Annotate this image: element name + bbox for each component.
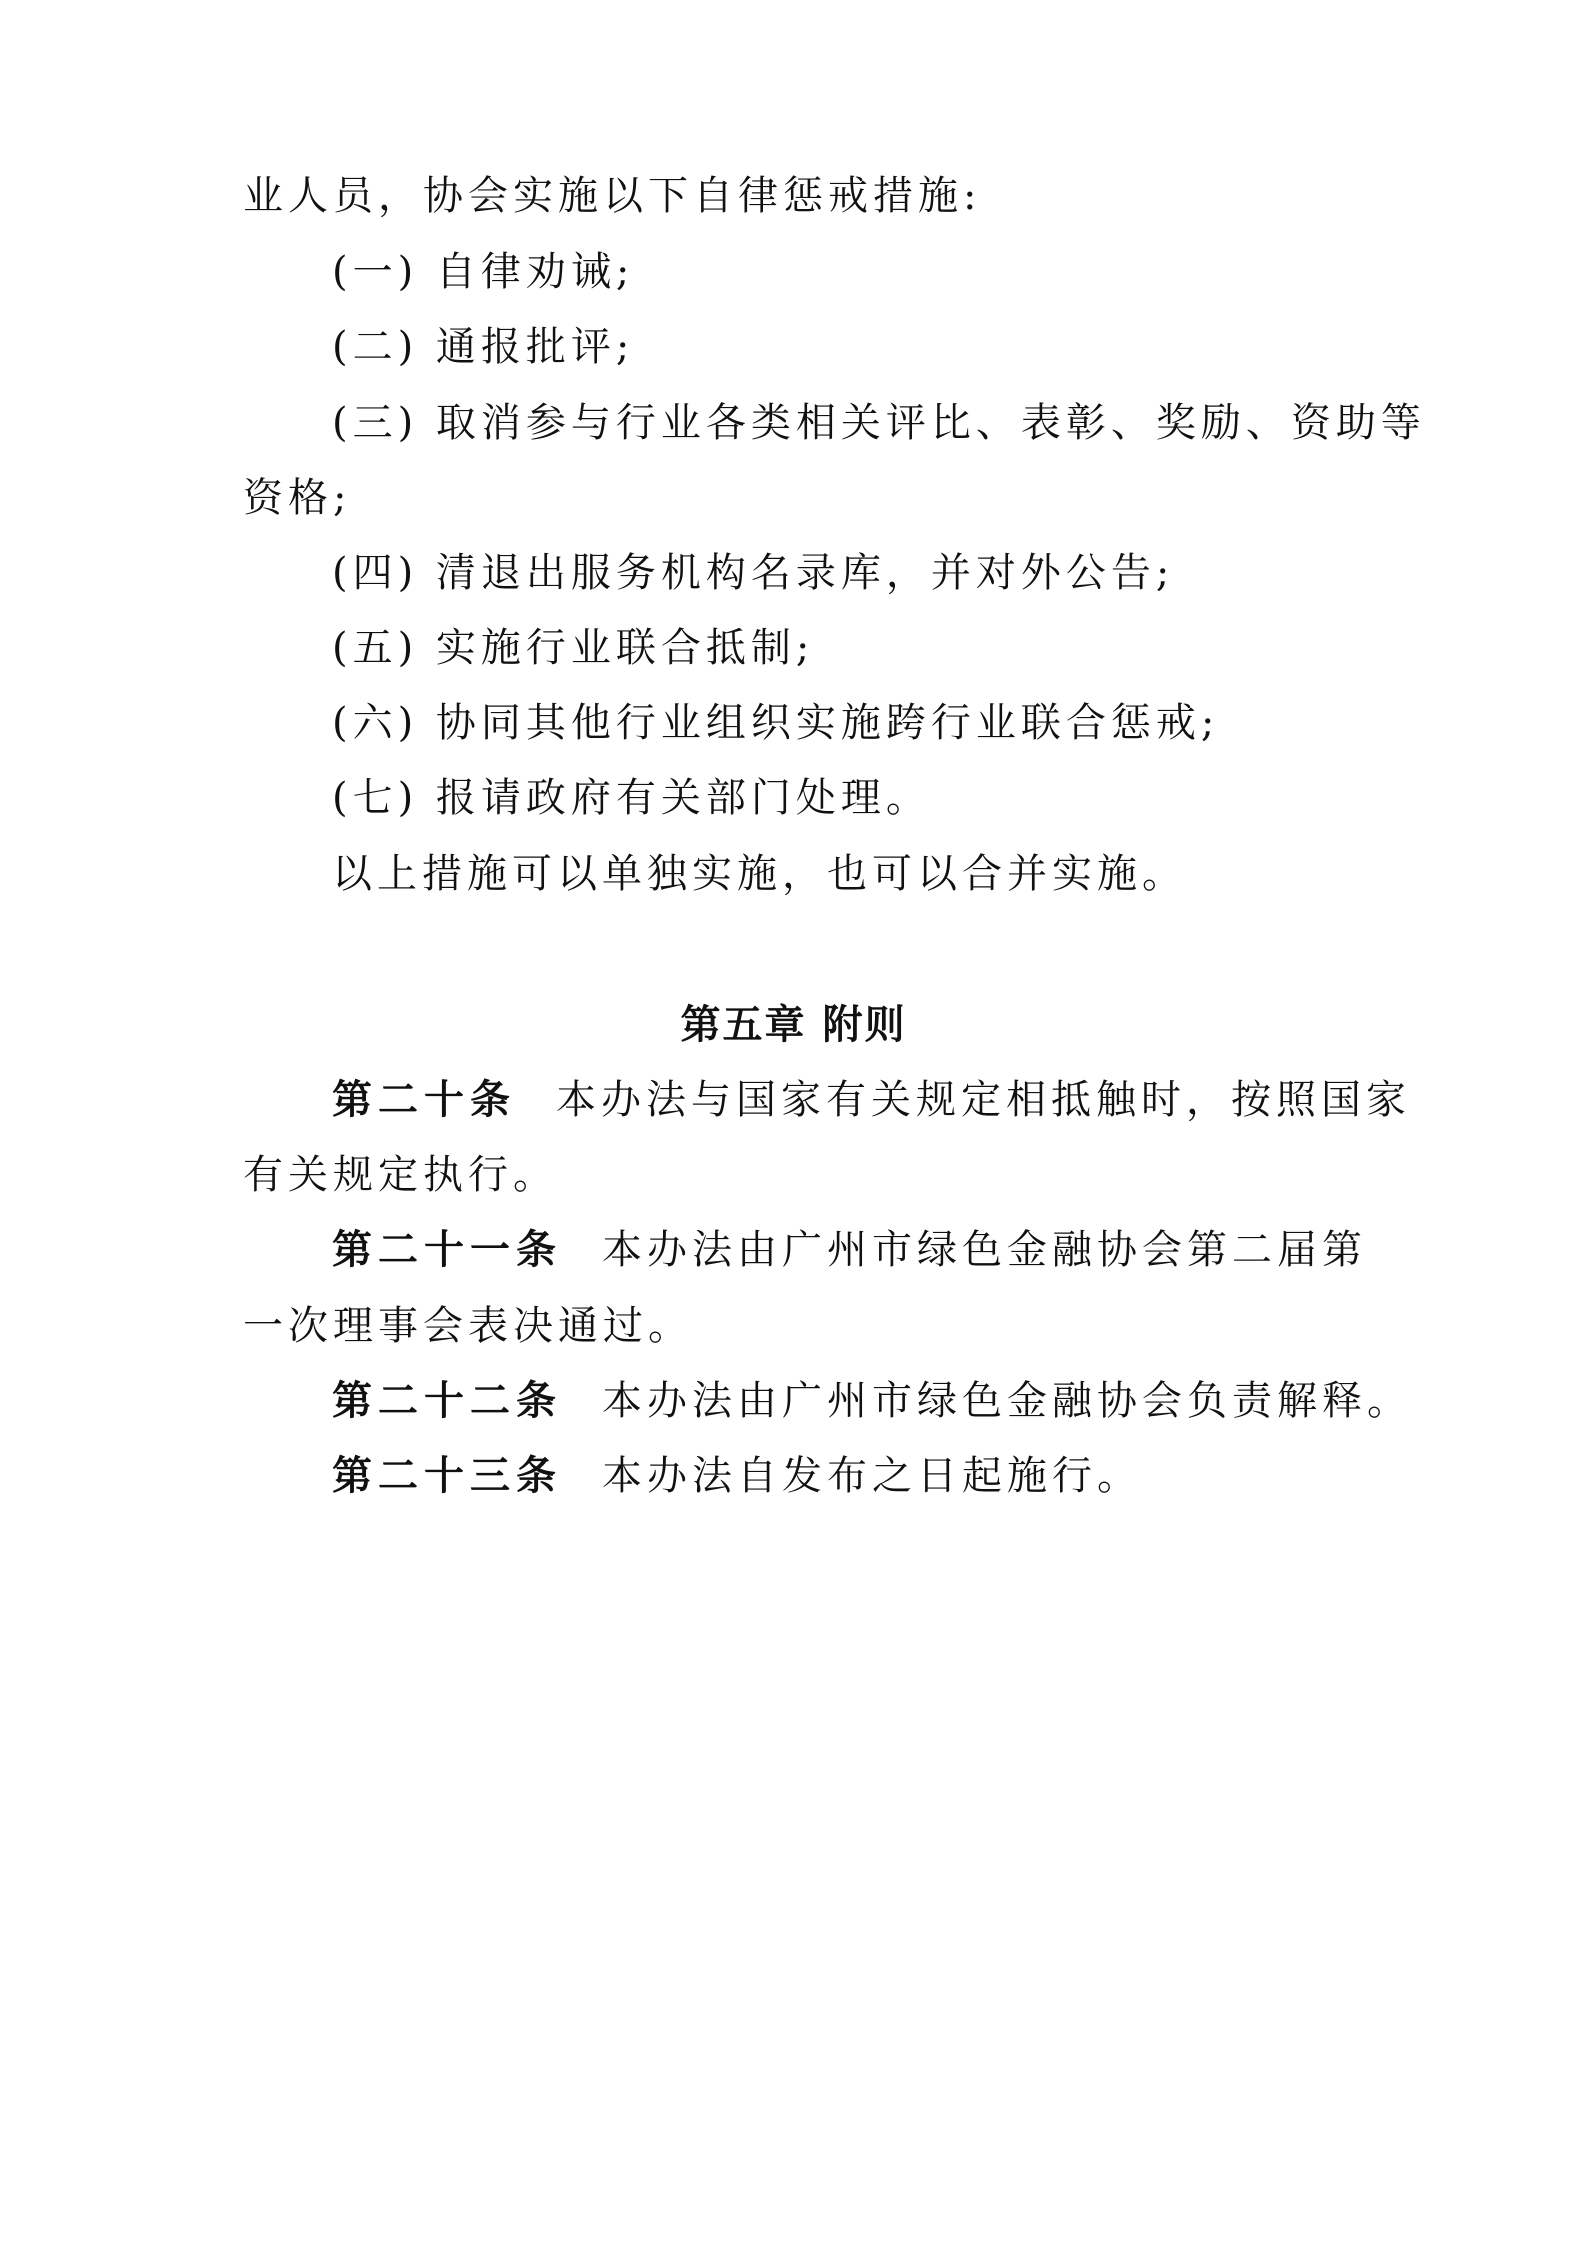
article-20 — [332, 1074, 1442, 1126]
article-text: 本办法由广州市绿色金融协会负责解释。 — [602, 1378, 1412, 1424]
list-item-2: (二) 通报批评; — [332, 324, 635, 370]
article-number: 第二十一条 — [332, 1227, 562, 1273]
article-text: 本办法与国家有关规定相抵触时，按照国家 — [556, 1077, 1411, 1123]
list-item-6: (六) 协同其他行业组织实施跨行业联合惩戒; — [332, 700, 1220, 746]
article-20-cont: 有关规定执行。 — [243, 1152, 558, 1198]
article-22 — [332, 1375, 1442, 1427]
list-item-3: (三) 取消参与行业各类相关评比、表彰、奖励、资助等 — [332, 400, 1426, 446]
text-line-summary: 以上措施可以单独实施，也可以合并实施。 — [332, 851, 1187, 897]
text-line: 业人员，协会实施以下自律惩戒措施: — [243, 173, 982, 219]
list-item-7: (七) 报请政府有关部门处理。 — [332, 775, 931, 821]
chapter-heading: 第五章 附则 — [680, 1002, 907, 1048]
article-number: 第二十三条 — [332, 1453, 562, 1499]
list-item-4: (四) 清退出服务机构名录库，并对外公告; — [332, 550, 1175, 596]
article-21-cont: 一次理事会表决通过。 — [243, 1303, 693, 1349]
article-text: 本办法由广州市绿色金融协会第二届第 — [602, 1227, 1367, 1273]
article-text: 本办法自发布之日起施行。 — [602, 1453, 1142, 1499]
article-number: 第二十条 — [332, 1077, 516, 1123]
list-item-3-cont: 资格; — [243, 475, 352, 521]
article-number: 第二十二条 — [332, 1378, 562, 1424]
article-23 — [332, 1450, 1442, 1502]
list-item-5: (五) 实施行业联合抵制; — [332, 625, 815, 671]
list-item-1: (一) 自律劝诫; — [332, 249, 635, 295]
article-21 — [332, 1224, 1442, 1276]
